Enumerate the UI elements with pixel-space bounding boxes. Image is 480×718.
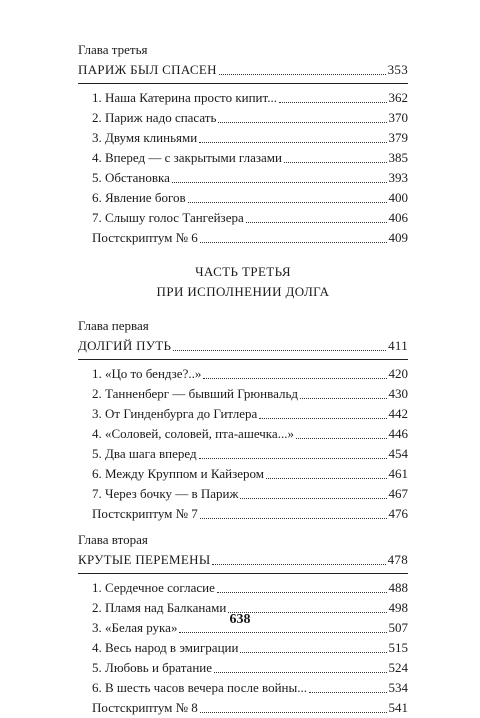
page-ref: 467 <box>388 486 408 501</box>
toc-entry <box>78 168 408 188</box>
toc-entry <box>78 658 408 678</box>
entry-title: 2. Танненберг — бывший Грюнвальд <box>92 386 298 401</box>
leader-dots <box>200 518 387 519</box>
entry-title: 2. Париж надо спасать <box>92 110 217 125</box>
entry-list <box>78 364 408 524</box>
entry-title: 3. «Белая рука» <box>92 620 178 635</box>
page-ref: 507 <box>388 620 408 635</box>
page-ref: 411 <box>388 338 408 353</box>
entry-title: 5. Обстановка <box>92 170 170 185</box>
entry-title: Постскриптум № 8 <box>92 700 198 715</box>
leader-dots <box>279 102 387 103</box>
part-title: ПРИ ИСПОЛНЕНИИ ДОЛГА <box>156 284 330 299</box>
toc-entry <box>78 678 408 698</box>
chapter-title-line <box>78 60 408 80</box>
page-ref: 370 <box>388 110 408 125</box>
chapter-title: ПАРИЖ БЫЛ СПАСЕН <box>78 62 217 77</box>
entry-title: 4. «Соловей, соловей, пта-ашечка...» <box>92 426 294 441</box>
entry-list <box>78 578 408 718</box>
toc-entry <box>78 504 408 524</box>
leader-dots <box>219 74 386 75</box>
divider <box>78 359 408 360</box>
entry-title: 2. Пламя над Балканами <box>92 600 227 615</box>
page-ref: 379 <box>388 130 408 145</box>
toc-entry <box>78 424 408 444</box>
leader-dots <box>266 478 387 479</box>
toc-entry <box>78 188 408 208</box>
entry-title: 3. Двумя клиньями <box>92 130 198 145</box>
entry-title: 7. Слышу голос Тангейзера <box>92 210 244 225</box>
divider <box>78 83 408 84</box>
entry-title: 3. От Гинденбурга до Гитлера <box>92 406 258 421</box>
toc-entry <box>78 404 408 424</box>
chapter-title: ДОЛГИЙ ПУТЬ <box>78 338 172 353</box>
toc-entry <box>78 464 408 484</box>
leader-dots <box>188 202 387 203</box>
page-ref: 515 <box>388 640 408 655</box>
toc-entry <box>78 128 408 148</box>
leader-dots <box>217 592 387 593</box>
page-ref: 476 <box>388 506 408 521</box>
divider <box>78 573 408 574</box>
toc-entry <box>78 148 408 168</box>
toc-entry <box>78 208 408 228</box>
toc-entry <box>78 228 408 248</box>
chapter-title-line <box>78 550 408 570</box>
page-ref: 362 <box>388 90 408 105</box>
leader-dots <box>218 122 386 123</box>
leader-dots <box>199 458 387 459</box>
entry-title: Постскриптум № 6 <box>92 230 198 245</box>
chapter-title: КРУТЫЕ ПЕРЕМЕНЫ <box>78 552 211 567</box>
toc-entry <box>78 484 408 504</box>
chapter-label: Глава первая <box>78 318 149 333</box>
page-ref: 400 <box>388 190 408 205</box>
leader-dots <box>214 672 386 673</box>
part-number: ЧАСТЬ ТРЕТЬЯ <box>195 264 291 279</box>
entry-title: 7. Через бочку — в Париж <box>92 486 239 501</box>
entry-title: Постскриптум № 7 <box>92 506 198 521</box>
page-ref: 393 <box>388 170 408 185</box>
toc-entry <box>78 364 408 384</box>
chapter-title-line <box>78 336 408 356</box>
entry-list <box>78 88 408 248</box>
leader-dots <box>179 632 386 633</box>
chapter-block <box>78 40 408 248</box>
entry-title: 1. Наша Катерина просто кипит... <box>92 90 277 105</box>
leader-dots <box>200 712 387 713</box>
page-number: 638 <box>229 612 251 627</box>
leader-dots <box>296 438 387 439</box>
entry-title: 6. Между Круппом и Кайзером <box>92 466 264 481</box>
toc-entry <box>78 384 408 404</box>
leader-dots <box>212 564 385 565</box>
entry-title: 4. Весь народ в эмиграции <box>92 640 239 655</box>
toc-entry <box>78 578 408 598</box>
page-ref: 430 <box>388 386 408 401</box>
part-heading <box>78 262 408 302</box>
entry-title: 6. Явление богов <box>92 190 186 205</box>
page-ref: 446 <box>388 426 408 441</box>
leader-dots <box>300 398 387 399</box>
page-ref: 409 <box>388 230 408 245</box>
entry-title: 1. «Цо то бендзе?..» <box>92 366 202 381</box>
leader-dots <box>203 378 386 379</box>
page-ref: 442 <box>388 406 408 421</box>
chapter-label: Глава третья <box>78 42 148 57</box>
entry-title: 5. Два шага вперед <box>92 446 197 461</box>
page-ref: 534 <box>388 680 408 695</box>
page-ref: 353 <box>387 62 408 77</box>
entry-title: 6. В шесть часов вечера после войны... <box>92 680 307 695</box>
toc-entry <box>78 88 408 108</box>
page-ref: 498 <box>388 600 408 615</box>
toc-entry <box>78 108 408 128</box>
leader-dots <box>246 222 387 223</box>
page-ref: 461 <box>388 466 408 481</box>
leader-dots <box>309 692 387 693</box>
chapter-block <box>78 316 408 524</box>
leader-dots <box>259 418 386 419</box>
page-ref: 406 <box>388 210 408 225</box>
page-ref: 478 <box>387 552 408 567</box>
page-ref: 541 <box>388 700 408 715</box>
entry-title: 1. Сердечное согласие <box>92 580 215 595</box>
leader-dots <box>240 498 386 499</box>
leader-dots <box>172 182 387 183</box>
toc-entry <box>78 638 408 658</box>
entry-title: 5. Любовь и братание <box>92 660 213 675</box>
page-ref: 524 <box>388 660 408 675</box>
leader-dots <box>240 652 386 653</box>
leader-dots <box>199 142 386 143</box>
leader-dots <box>173 350 386 351</box>
page-ref: 488 <box>388 580 408 595</box>
page-ref: 420 <box>388 366 408 381</box>
toc-entry <box>78 444 408 464</box>
leader-dots <box>200 242 387 243</box>
leader-dots <box>284 162 387 163</box>
page-ref: 454 <box>388 446 408 461</box>
toc-entry <box>78 698 408 718</box>
entry-title: 4. Вперед — с закрытыми глазами <box>92 150 282 165</box>
chapter-label: Глава вторая <box>78 532 148 547</box>
page-ref: 385 <box>388 150 408 165</box>
